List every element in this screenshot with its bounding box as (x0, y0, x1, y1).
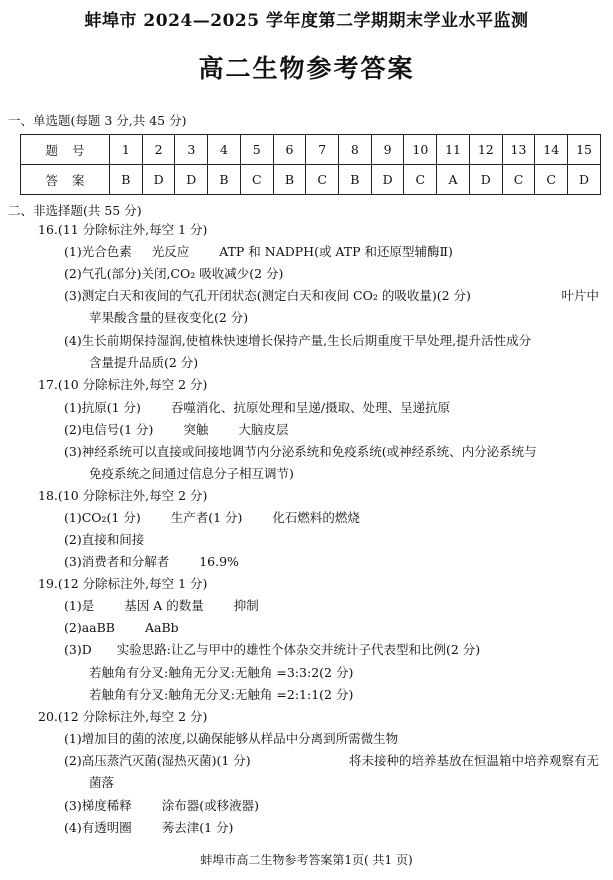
q16-line4: (4)生长前期保持湿润,使植株快速增长保持产量,生长后期重度干旱处理,提升活性成分 (64, 333, 532, 348)
q19-line5: 若触角有分叉:触角无分叉:无触角 =2:1:1(2 分) (89, 687, 354, 702)
q20-line4: (4)有透明圈 莠去津(1 分) (64, 820, 234, 835)
q16-line3: (3)测定白天和夜间的气孔开闭状态(测定白天和夜间 CO₂ 的吸收量)(2 分) 叶片中 (64, 288, 599, 303)
q19-line1: (1)是 基因 A 的数量 抑制 (64, 598, 259, 613)
answer-cell: C (535, 165, 568, 195)
answer-table (20, 134, 601, 195)
q17-line3: (3)神经系统可以直接或间接地调节内分泌系统和免疫系统(或神经系统、内分泌系统与 (64, 444, 537, 459)
q19-head: 19.(12 分除标注外,每空 1 分) (38, 576, 208, 591)
question-number-cell: 5 (240, 135, 273, 165)
q16-head: 16.(11 分除标注外,每空 1 分) (38, 222, 208, 237)
answer-cell: A (437, 165, 470, 195)
section2-title: 二、非选择题(共 55 分) (8, 203, 142, 218)
answer-cell: C (502, 165, 535, 195)
row-label-number: 题号 (21, 135, 110, 165)
row-label-answer: 答案 (21, 165, 110, 195)
question-number-cell: 11 (437, 135, 470, 165)
answer-cell: D (371, 165, 404, 195)
q19-line2: (2)aaBB AaBb (64, 620, 179, 635)
q18-line3: (3)消费者和分解者 16.9% (64, 554, 239, 569)
question-number-cell: 9 (371, 135, 404, 165)
q18-head: 18.(10 分除标注外,每空 2 分) (38, 488, 208, 503)
answer-cell: D (175, 165, 208, 195)
answer-cell: B (273, 165, 306, 195)
q20-line1: (1)增加目的菌的浓度,以确保能够从样品中分离到所需微生物 (64, 731, 399, 746)
answer-cell: D (568, 165, 601, 195)
q20-line3: (3)梯度稀释 涂布器(或移液器) (64, 798, 259, 813)
answer-cell: B (110, 165, 143, 195)
answer-cell: D (142, 165, 175, 195)
q16-line3-cont: 苹果酸含量的昼夜变化(2 分) (89, 310, 249, 325)
q16-line1: (1)光合色素 光反应 ATP 和 NADPH(或 ATP 和还原型辅酶Ⅱ) (64, 244, 453, 259)
answer-cell: B (208, 165, 241, 195)
answer-cell: C (404, 165, 437, 195)
exam-header: 蚌埠市 2024—2025 学年度第二学期期末学业水平监测 (84, 11, 529, 31)
question-number-cell: 8 (339, 135, 372, 165)
q18-line1: (1)CO₂(1 分) 生产者(1 分) 化石燃料的燃烧 (64, 510, 360, 525)
question-number-cell: 4 (208, 135, 241, 165)
q20-line2: (2)高压蒸汽灭菌(湿热灭菌)(1 分) 将未接种的培养基放在恒温箱中培养观察有无 (64, 753, 599, 768)
question-number-cell: 12 (469, 135, 502, 165)
q17-line1: (1)抗原(1 分) 吞噬消化、抗原处理和呈递/摄取、处理、呈递抗原 (64, 400, 451, 415)
q20-head: 20.(12 分除标注外,每空 2 分) (38, 709, 208, 724)
answer-cell: B (339, 165, 372, 195)
q16-line2: (2)气孔(部分)关闭,CO₂ 吸收减少(2 分) (64, 266, 284, 281)
question-number-cell: 6 (273, 135, 306, 165)
question-number-cell: 7 (306, 135, 339, 165)
section1-title: 一、单选题(每题 3 分,共 45 分) (8, 113, 187, 128)
question-number-cell: 15 (568, 135, 601, 165)
q17-head: 17.(10 分除标注外,每空 2 分) (38, 377, 208, 392)
question-number-cell: 3 (175, 135, 208, 165)
question-number-cell: 14 (535, 135, 568, 165)
q17-line2: (2)电信号(1 分) 突触 大脑皮层 (64, 422, 289, 437)
answer-row (21, 165, 601, 195)
q16-line4-cont: 含量提升品质(2 分) (89, 355, 199, 370)
question-number-cell: 13 (502, 135, 535, 165)
q20-line2-cont: 菌落 (89, 775, 115, 790)
q19-line3: (3)D 实验思路:让乙与甲中的雄性个体杂交并统计子代表型和比例(2 分) (64, 642, 481, 657)
answer-cell: C (306, 165, 339, 195)
page-footer: 蚌埠市高二生物参考答案第1页( 共1 页) (200, 853, 413, 867)
q19-line4: 若触角有分叉:触角无分叉:无触角 =3:3:2(2 分) (89, 665, 354, 680)
q17-line3-cont: 免疫系统之间通过信息分子相互调节) (89, 466, 294, 481)
question-number-cell: 2 (142, 135, 175, 165)
answer-cell: D (469, 165, 502, 195)
question-number-cell: 10 (404, 135, 437, 165)
question-number-cell: 1 (110, 135, 143, 165)
answer-cell: C (240, 165, 273, 195)
question-number-row (21, 135, 601, 165)
page-title: 高二生物参考答案 (198, 54, 415, 83)
q18-line2: (2)直接和间接 (64, 532, 145, 547)
